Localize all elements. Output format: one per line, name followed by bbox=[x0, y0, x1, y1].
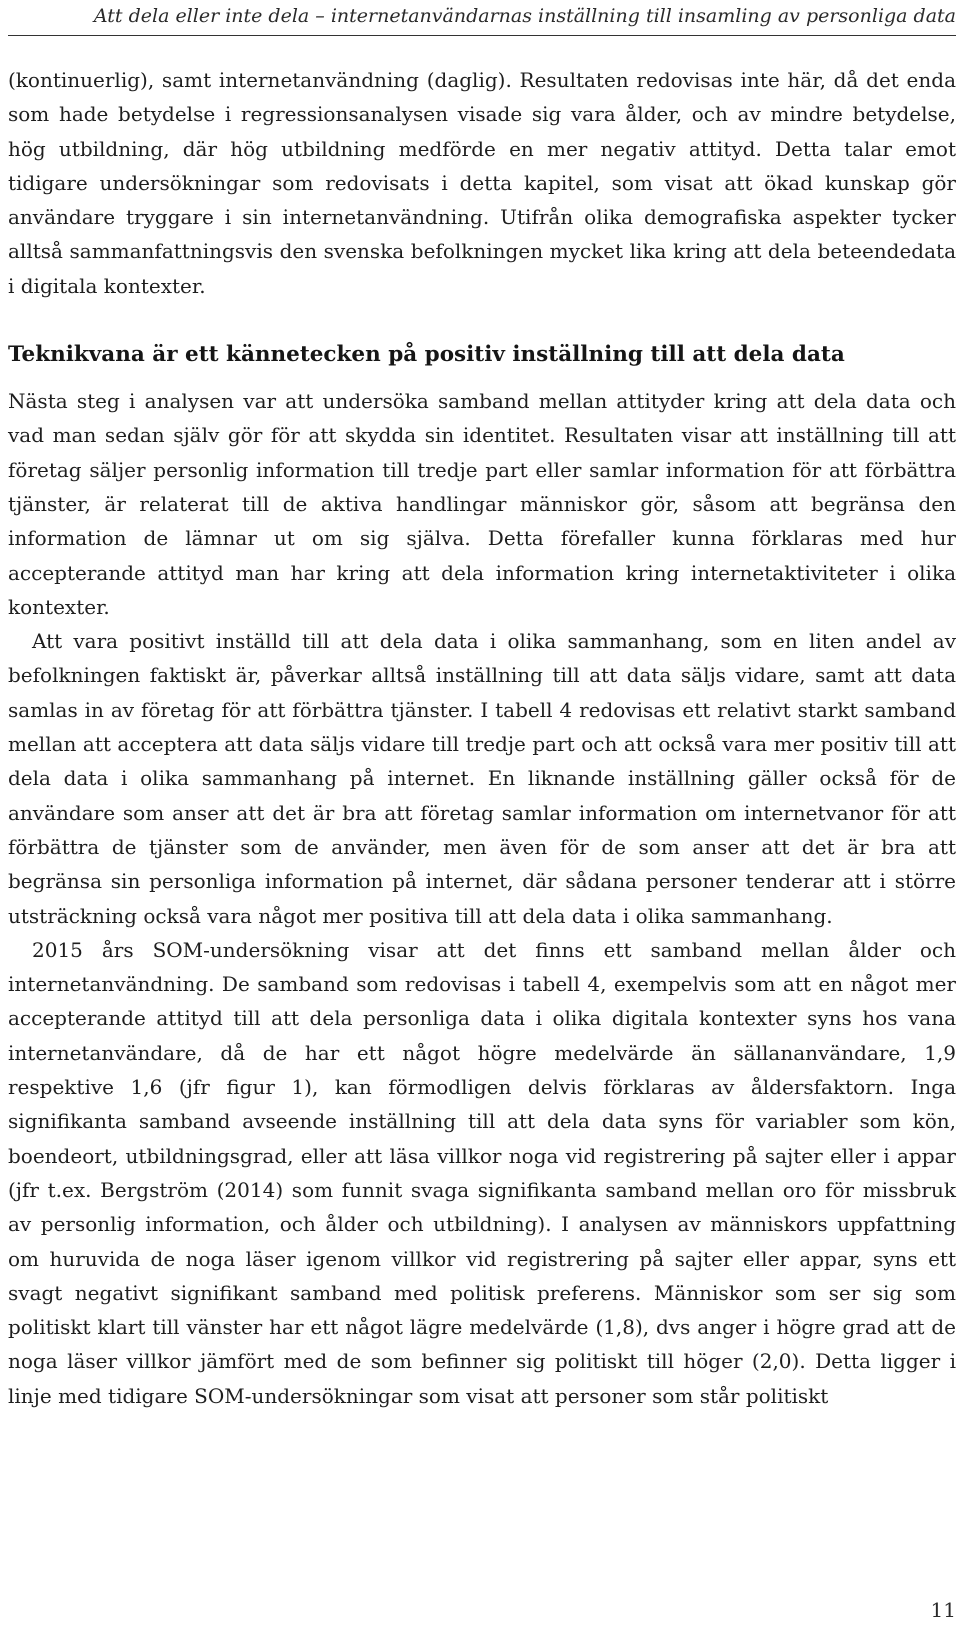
spacer bbox=[8, 303, 956, 340]
section-heading: Teknikvana är ett kännetecken på positiv inställning till att dela data bbox=[8, 342, 845, 368]
body-text bbox=[8, 63, 956, 1413]
running-header: Att dela eller inte dela – internetanvändarnas inställning till insamling av personliga data bbox=[93, 5, 956, 27]
document-page bbox=[8, 0, 956, 1635]
paragraph-1: (kontinuerlig), samt internetanvändning (daglig). Resultaten redovisas inte här, då det enda som hade betydelse i regressionsanalysen visade sig vara ålder, och av mindre betydelse, hög utbildning, där hög utbildning medförde en mer negativ attityd. Detta talar emot tidigare undersökningar som redovisats i detta kapitel, som visat att ökad kunskap gör användare tryggare i sin internetanvändning. Utifrån olika demografiska aspekter tycker alltså sammanfattningsvis den svenska befolkningen mycket lika kring att dela beteendedata i digitala kontexter. bbox=[8, 68, 956, 298]
page-number: 11 bbox=[930, 1598, 956, 1622]
spacer bbox=[8, 370, 956, 384]
header-divider bbox=[8, 35, 956, 36]
paragraph-3: Att vara positivt inställd till att dela data i olika sammanhang, som en liten andel av befolkningen faktiskt är, påverkar alltså inställning till att data säljs vidare, samt att data samlas in av företag för att förbättra tjänster. I tabell 4 redovisas ett relativt starkt samband mellan att acceptera att data säljs vidare till tredje part och att också vara mer positiv till att dela data i olika sammanhang på internet. En liknande inställning gäller också för de användare som anser att det är bra att företag samlar information om internetvanor för att förbättra de tjänster som de använder, men även för de som anser att det är bra att begränsa sin personliga information på internet, där sådana personer tenderar att i större utsträckning också vara något mer positiva till att dela data i olika sammanhang. bbox=[8, 629, 956, 928]
paragraph-2: Nästa steg i analysen var att undersöka samband mellan attityder kring att dela data och vad man sedan själv gör för att skydda sin identitet. Resultaten visar att inställning till att företag säljer personlig information till tredje part eller samlar information för att förbättra tjänster, är relaterat till de aktiva handlingar människor gör, såsom att begränsa den information de lämnar ut om sig själva. Detta förefaller kunna förklaras med hur accepterande attityd man har kring att dela information kring internetaktiviteter i olika kontexter. bbox=[8, 389, 956, 619]
paragraph-4: 2015 års SOM-undersökning visar att det finns ett samband mellan ålder och internetanvändning. De samband som redovisas i tabell 4, exempelvis som att en något mer accepterande attityd till att dela personliga data i olika digitala kontexter syns hos vana internetanvändare, då de har ett något högre medelvärde än sällananvändare, 1,9 respektive 1,6 (jfr figur 1), kan förmodligen delvis förklaras av åldersfaktorn. Inga signifikanta samband avseende inställning till att dela data syns för variabler som kön, boendeort, utbildningsgrad, eller att läsa villkor noga vid registrering på sajter eller i appar (jfr t.ex. Bergström (2014) som funnit svaga signifikanta samband mellan oro för missbruk av personlig information, och ålder och utbildning). I analysen av människors uppfattning om huruvida de noga läser igenom villkor vid registrering på sajter eller appar, syns ett svagt negativt signifikant samband med politisk preferens. Människor som ser sig som politiskt klart till vänster har ett något lägre medelvärde (1,8), dvs anger i högre grad att de noga läser villkor jämfört med de som befinner sig politiskt till höger (2,0). Detta ligger i linje med tidigare SOM-undersökningar som visat att personer som står politiskt bbox=[8, 937, 956, 1408]
